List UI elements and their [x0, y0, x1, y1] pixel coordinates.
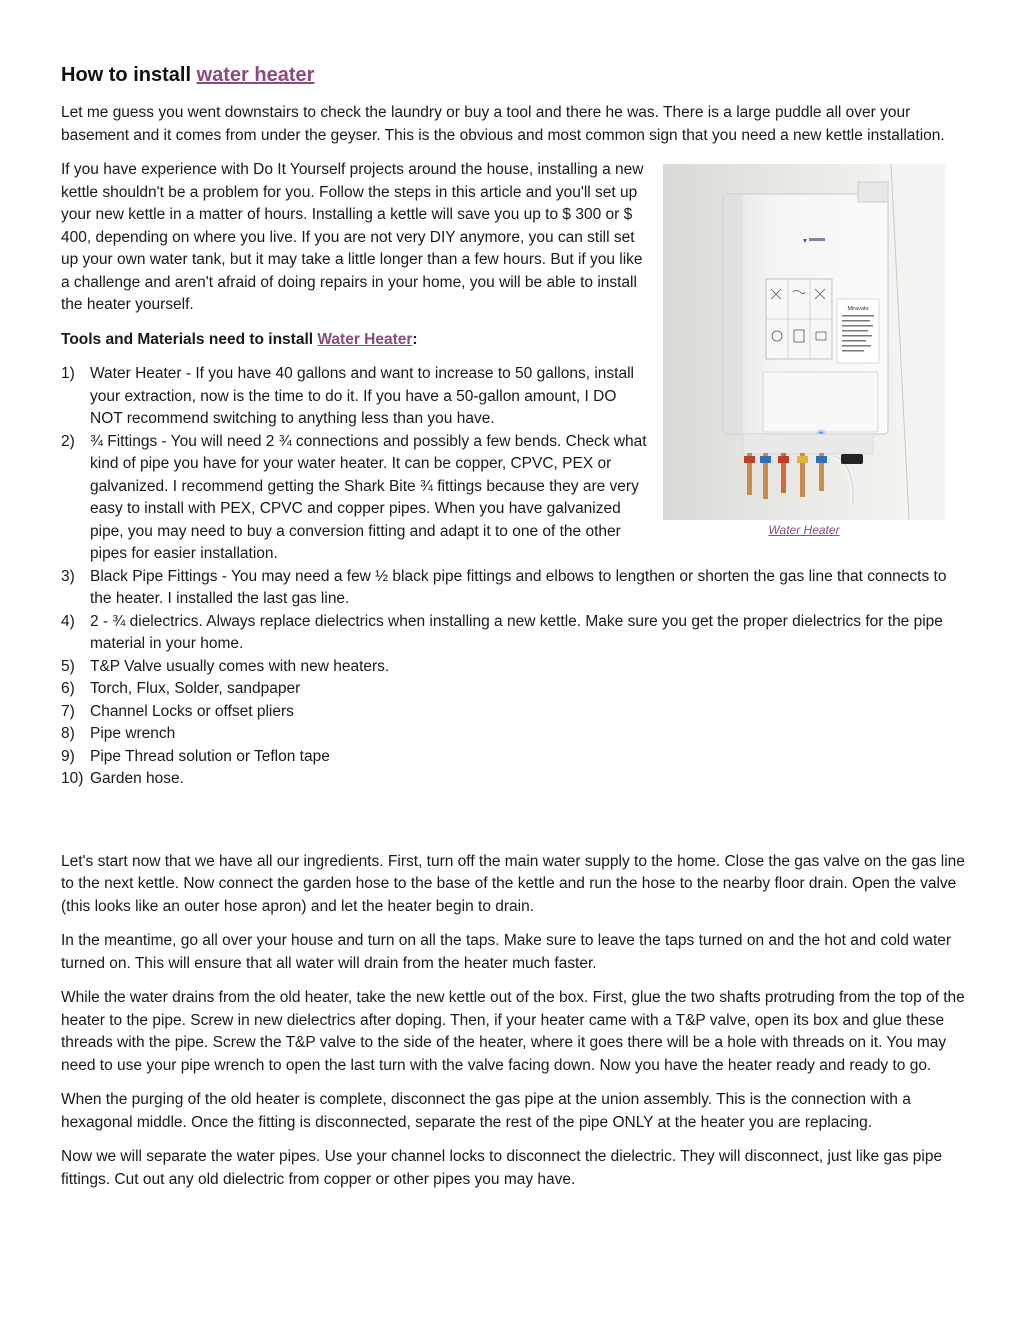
- body-paragraph: When the purging of the old heater is complete, disconnect the gas pipe at the union assembly. This is the connection with a hexagonal middle. Once the fitting is disconnected, separate the rest of the pipe ONLY at the heater you are replacing.: [61, 1091, 911, 1131]
- article: [61, 60, 966, 1203]
- list-item-text: Channel Locks or offset pliers: [90, 702, 294, 720]
- list-item: [61, 678, 966, 701]
- list-item: [61, 723, 966, 746]
- list-item: [61, 611, 966, 656]
- list-item: [61, 746, 966, 769]
- list-item-text: ¾ Fittings - You will need 2 ¾ connections and possibly a few bends. Check what kind of pipe you have for your water heater. It can be copper, CPVC, PEX or galvanized. I recommend getting the Shark Bite ¾ fittings because they are very easy to install with PEX, CPVC and copper pipes. When you have galvanized pipe, you may need to buy a conversion fitting and adapt it to one of the other pipes for easier installation.: [90, 432, 647, 562]
- intro-paragraph: Let me guess you went downstairs to check the laundry or buy a tool and there he was. There is a large puddle all over your basement and it comes from under the geyser. This is the obvious and most common sign that you need a new kettle installation.: [61, 104, 945, 144]
- tools-heading-prefix: Tools and Materials need to install: [61, 330, 318, 348]
- list-item: [61, 656, 966, 679]
- list-item-number: 2): [61, 432, 75, 450]
- title-prefix: How to install: [61, 64, 197, 86]
- body-paragraph: While the water drains from the old heater, take the new kettle out of the box. First, glue the two shafts protruding from the top of the heater to the pipe. Screw in new dielectrics after doping. Then, if your heater came with a T&P valve, open its box and glue these threads with the pipe. Screw the T&P valve to the side of the heater, where it goes there will be a hole with threads on it. You may need to use your pipe wrench to open the last turn with the valve facing down. Now you have the heater ready and ready to go.: [61, 989, 965, 1074]
- tools-list: [61, 363, 966, 791]
- list-item-number: 4): [61, 612, 75, 630]
- list-item-number: 6): [61, 680, 75, 697]
- list-item-number: 8): [61, 725, 75, 742]
- list-item: [61, 431, 966, 566]
- list-item-text: Torch, Flux, Solder, sandpaper: [90, 680, 301, 697]
- list-item: [61, 701, 966, 724]
- list-item-number: 1): [61, 365, 75, 382]
- list-item-number: 9): [61, 747, 75, 765]
- tools-heading-suffix: :: [412, 330, 418, 348]
- body-paragraph: Now we will separate the water pipes. Use your channel locks to disconnect the dielectric. They will disconnect, just like gas pipe fittings. Cut out any old dielectric from copper or other pipes you may have.: [61, 1148, 943, 1188]
- list-item: [61, 768, 966, 791]
- list-item-text: Water Heater - If you have 40 gallons and want to increase to 50 gallons, install your extraction, now is the time to do it. If you have a 50-gallon amount, I DO NOT recommend switching to anything less than you have.: [90, 365, 634, 427]
- list-item-number: 3): [61, 567, 75, 585]
- tools-heading-link[interactable]: Water Heater: [317, 330, 413, 348]
- list-item-number: 5): [61, 657, 75, 675]
- list-item: [61, 363, 966, 431]
- list-item-text: Pipe wrench: [90, 725, 176, 742]
- list-item-text: 2 - ¾ dielectrics. Always replace dielectrics when installing a new kettle. Make sure you get the proper dielectrics for the pipe material in your home.: [90, 612, 943, 652]
- list-item-text: Pipe Thread solution or Teflon tape: [90, 747, 330, 765]
- list-item: [61, 566, 966, 611]
- list-item-number: 10): [61, 770, 84, 787]
- page-title: [61, 60, 966, 90]
- figure-caption-link[interactable]: Water Heater: [768, 523, 840, 537]
- list-item-text: Garden hose.: [90, 770, 184, 787]
- title-link-water-heater[interactable]: water heater: [196, 64, 315, 86]
- section-spacer: [61, 803, 966, 851]
- diy-paragraph: If you have experience with Do It Yourself projects around the house, installing a new kettle shouldn't be a problem for you. Follow the steps in this article and you'll set up your new kettle in a matter of hours. Installing a kettle will save you up to $ 300 or $ 400, depending on where you live. If you are not very DIY anymore, you can still set up your own water tank, but it may take a little longer than a few hours. But if you like a challenge and aren't afraid of doing repairs in your home, you will be able to install the heater yourself.: [61, 161, 644, 313]
- list-item-text: Black Pipe Fittings - You may need a few ½ black pipe fittings and elbows to lengthen or shorten the gas line that connects to the heater. I installed the last gas line.: [90, 567, 947, 607]
- body-paragraph: Let's start now that we have all our ingredients. First, turn off the main water supply to the home. Close the gas valve on the gas line to the next kettle. Now connect the garden hose to the base of the kettle and run the hose to the nearby floor drain. Open the valve (this looks like an outer hose apron) and let the heater begin to drain.: [61, 852, 965, 915]
- list-item-text: T&P Valve usually comes with new heaters.: [90, 657, 390, 675]
- unit-label-text: Miravato: [847, 306, 869, 312]
- body-paragraph: In the meantime, go all over your house and turn on all the taps. Make sure to leave the taps turned on and the hot and cold water turned on. This will ensure that all water will drain from the heater much faster.: [61, 932, 952, 972]
- list-item-number: 7): [61, 702, 75, 720]
